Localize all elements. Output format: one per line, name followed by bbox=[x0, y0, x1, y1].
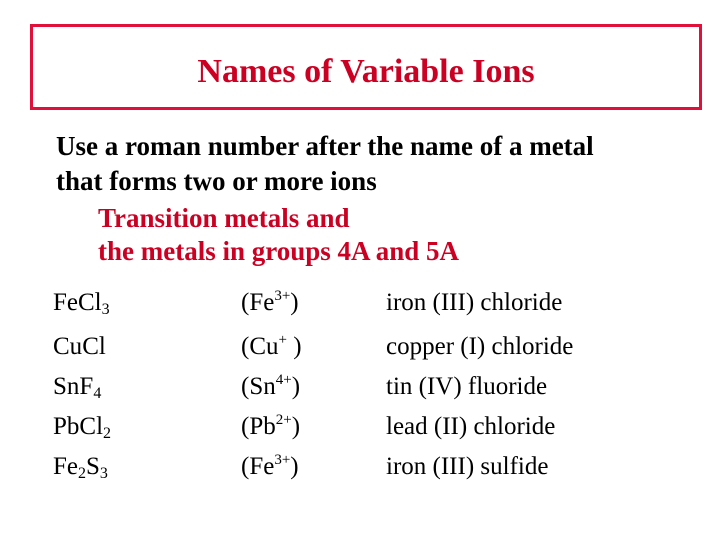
ion-charge: 4+ bbox=[275, 372, 292, 388]
ion-element: Sn bbox=[249, 373, 276, 400]
intro-text bbox=[56, 129, 706, 199]
formula-subscript: 2 bbox=[78, 465, 86, 482]
table-row bbox=[0, 449, 720, 485]
formula-element: Cl bbox=[78, 289, 102, 316]
sub-text bbox=[98, 202, 459, 268]
formula bbox=[53, 285, 110, 321]
formula bbox=[53, 449, 108, 485]
compound-name: lead (II) chloride bbox=[386, 413, 556, 440]
formula-element: S bbox=[86, 453, 100, 480]
formula bbox=[53, 409, 111, 445]
formula-element: Fe bbox=[53, 453, 78, 480]
formula-element: Sn bbox=[53, 373, 80, 400]
formula-subscript: 2 bbox=[103, 425, 112, 442]
ion: $(Fe^{3+})$ bbox=[241, 452, 299, 480]
compound-name: iron (III) chloride bbox=[386, 289, 563, 316]
intro-line-2: that forms two or more ions bbox=[56, 166, 377, 196]
formula-element: Cl bbox=[82, 333, 106, 360]
ion: (Cu+ ) bbox=[241, 332, 302, 360]
formula bbox=[53, 329, 106, 365]
formula-subscript: 3 bbox=[101, 301, 110, 318]
ion-element: Cu bbox=[249, 333, 279, 360]
formula-element: Cu bbox=[53, 333, 83, 360]
formula-element: Pb bbox=[53, 413, 80, 440]
page-title: Names of Variable Ions bbox=[197, 53, 535, 90]
ion-element: Fe bbox=[249, 453, 275, 480]
table-row bbox=[0, 285, 720, 321]
ion-charge: 3+ bbox=[274, 288, 291, 304]
table-row bbox=[0, 369, 720, 405]
ion-charge: 2+ bbox=[275, 412, 292, 428]
sub-line-1: Transition metals and bbox=[98, 203, 350, 233]
ion: $(Fe^{3+})$ bbox=[241, 288, 299, 316]
table-row bbox=[0, 329, 720, 365]
ion: $(Sn^{4+})$ bbox=[241, 372, 301, 400]
ion-element: Fe bbox=[249, 289, 275, 316]
formula-element: Cl bbox=[79, 413, 104, 440]
table-row bbox=[0, 409, 720, 445]
ion-element: Pb bbox=[249, 413, 276, 440]
formula-element: Fe bbox=[53, 289, 78, 316]
formula-element: F bbox=[79, 373, 94, 400]
ion-charge: + bbox=[278, 332, 287, 348]
intro-line-1: Use a roman number after the name of a metal bbox=[56, 131, 594, 161]
ion-charge: 3+ bbox=[274, 452, 291, 468]
ion: $(Pb^{2+})$ bbox=[241, 412, 301, 440]
title-box bbox=[30, 24, 702, 110]
compound-name: tin (IV) fluoride bbox=[386, 373, 548, 400]
formula-subscript: 3 bbox=[99, 465, 108, 482]
compound-name: copper (I) chloride bbox=[386, 333, 574, 360]
compound-name: iron (III) sulfide bbox=[386, 453, 549, 480]
formula bbox=[53, 369, 101, 405]
formula-subscript: 4 bbox=[93, 385, 102, 402]
sub-line-2: the metals in groups 4A and 5A bbox=[98, 236, 460, 266]
